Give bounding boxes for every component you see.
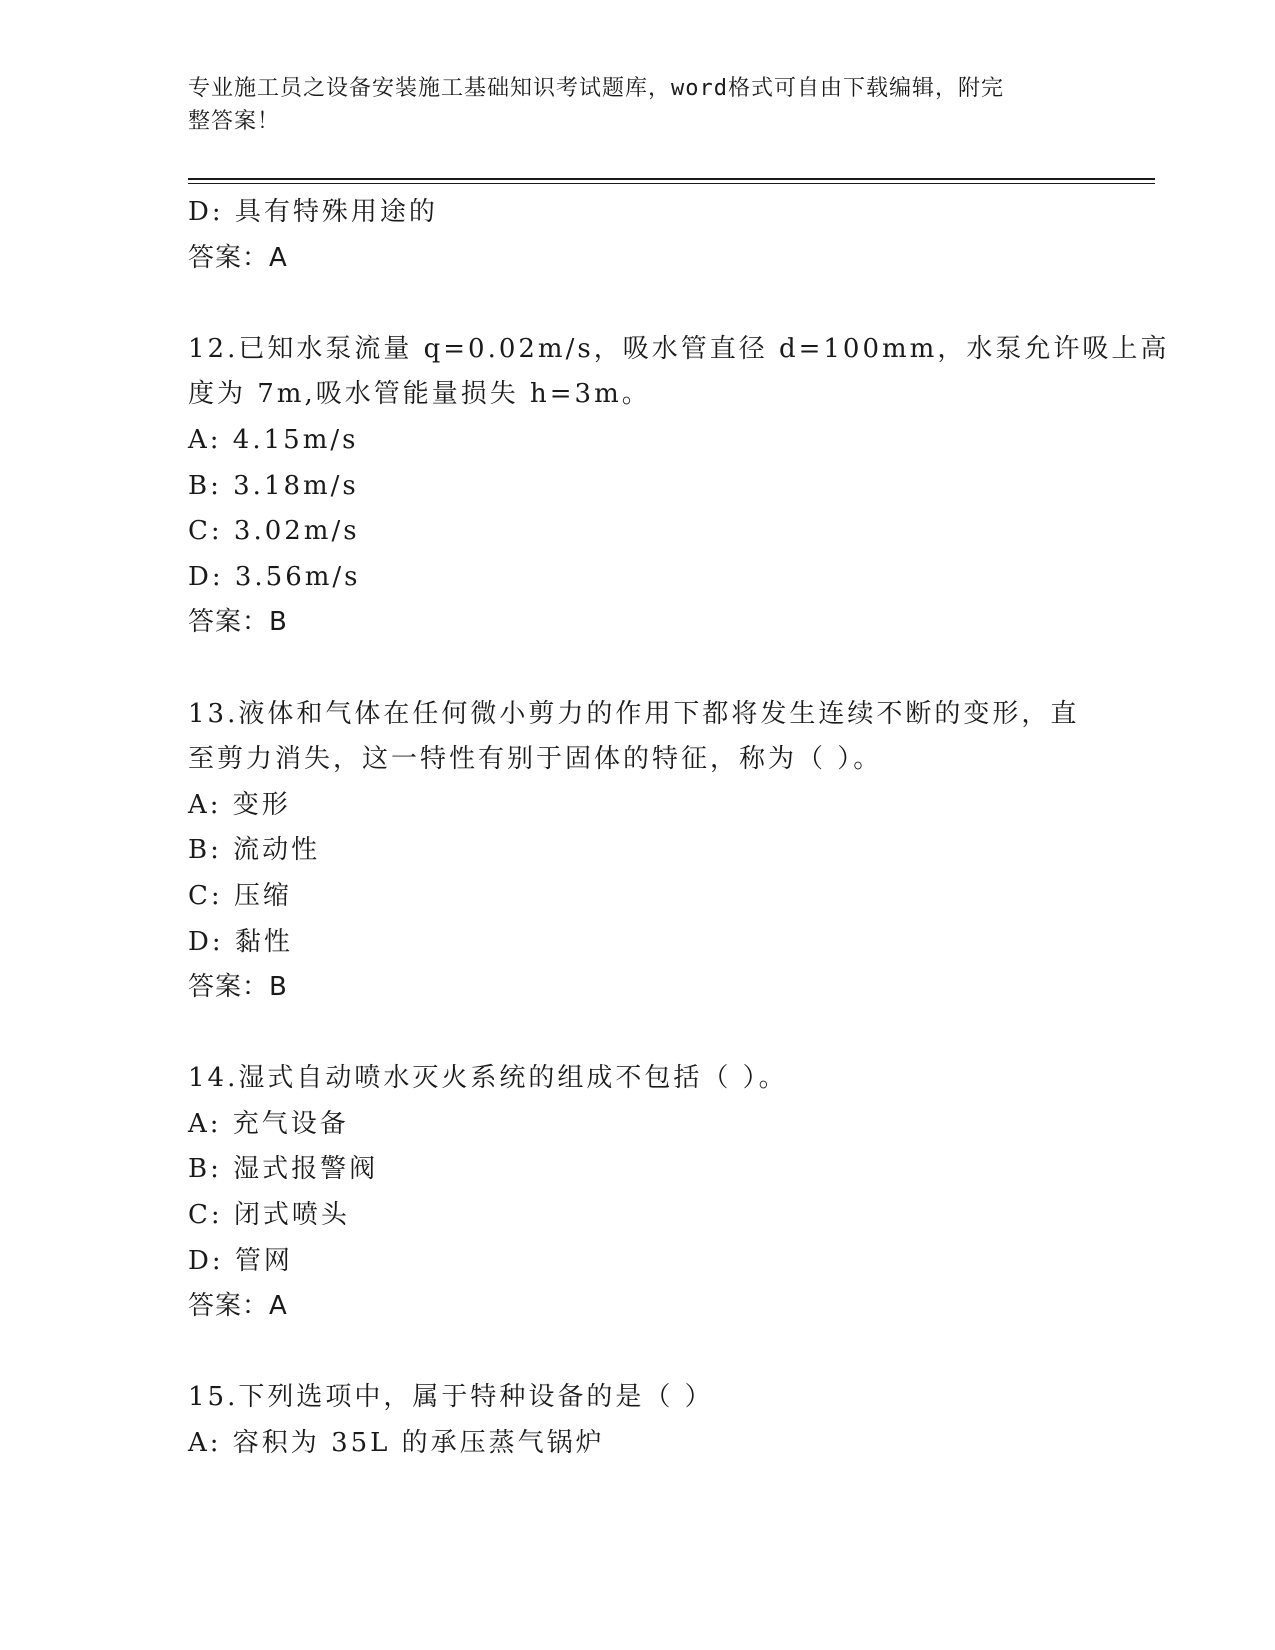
q12-option-b: B: 3.18m/s [188,470,359,501]
q12-text-line-2: 度为 7m,吸水管能量损失 h=3m。 [188,379,651,410]
q13-text-line-1: 13.液体和气体在任何微小剪力的作用下都将发生连续不断的变形，直 [188,698,1080,729]
q14-option-b: B: 湿式报警阀 [188,1154,379,1185]
q12-option-c: C: 3.02m/s [188,516,360,547]
q15-text-line-1: 15.下列选项中，属于特种设备的是（ ） [188,1382,714,1413]
q11-answer: 答案：A [188,242,288,273]
header-rule-thick [188,178,1155,180]
q14-answer: 答案：A [188,1291,288,1322]
q12-option-d: D: 3.56m/s [188,561,361,592]
q14-option-a: A: 充气设备 [188,1108,349,1139]
q13-option-c: C: 压缩 [188,880,292,911]
q13-option-b: B: 流动性 [188,835,321,866]
spacer [188,646,1088,692]
q14-option-d: D: 管网 [188,1245,293,1276]
q14-text-line-1: 14.湿式自动喷水灭火系统的组成不包括（ ）。 [188,1063,788,1094]
q13-option-a: A: 变形 [188,789,291,820]
q12-answer: 答案：B [188,607,288,638]
q13-answer: 答案：B [188,972,288,1003]
q14-option-c: C: 闭式喷头 [188,1200,350,1231]
q15-option-a: A: 容积为 35L 的承压蒸气锅炉 [188,1428,605,1459]
q13-text-line-2: 至剪力消失，这一特性有别于固体的特征，称为（ ）。 [188,744,883,775]
spacer [188,1330,1088,1376]
header-rule-thin [188,183,1155,184]
spacer [188,1011,1088,1057]
header-line-1: 专业施工员之设备安装施工基础知识考试题库，word格式可自由下载编辑，附完 [188,76,1004,101]
header-line-2: 整答案！ [188,109,281,134]
q11-option-d: D: 具有特殊用途的 [188,197,438,227]
question-list [188,190,1170,1467]
spacer [188,281,1088,327]
document-header [188,72,1068,138]
q12-option-a: A: 4.15m/s [188,424,359,455]
q12-text-line-1: 12.已知水泵流量 q=0.02m/s，吸水管直径 d=100mm，水泵允许吸上高 [188,333,1170,364]
q13-option-d: D: 黏性 [188,926,293,957]
